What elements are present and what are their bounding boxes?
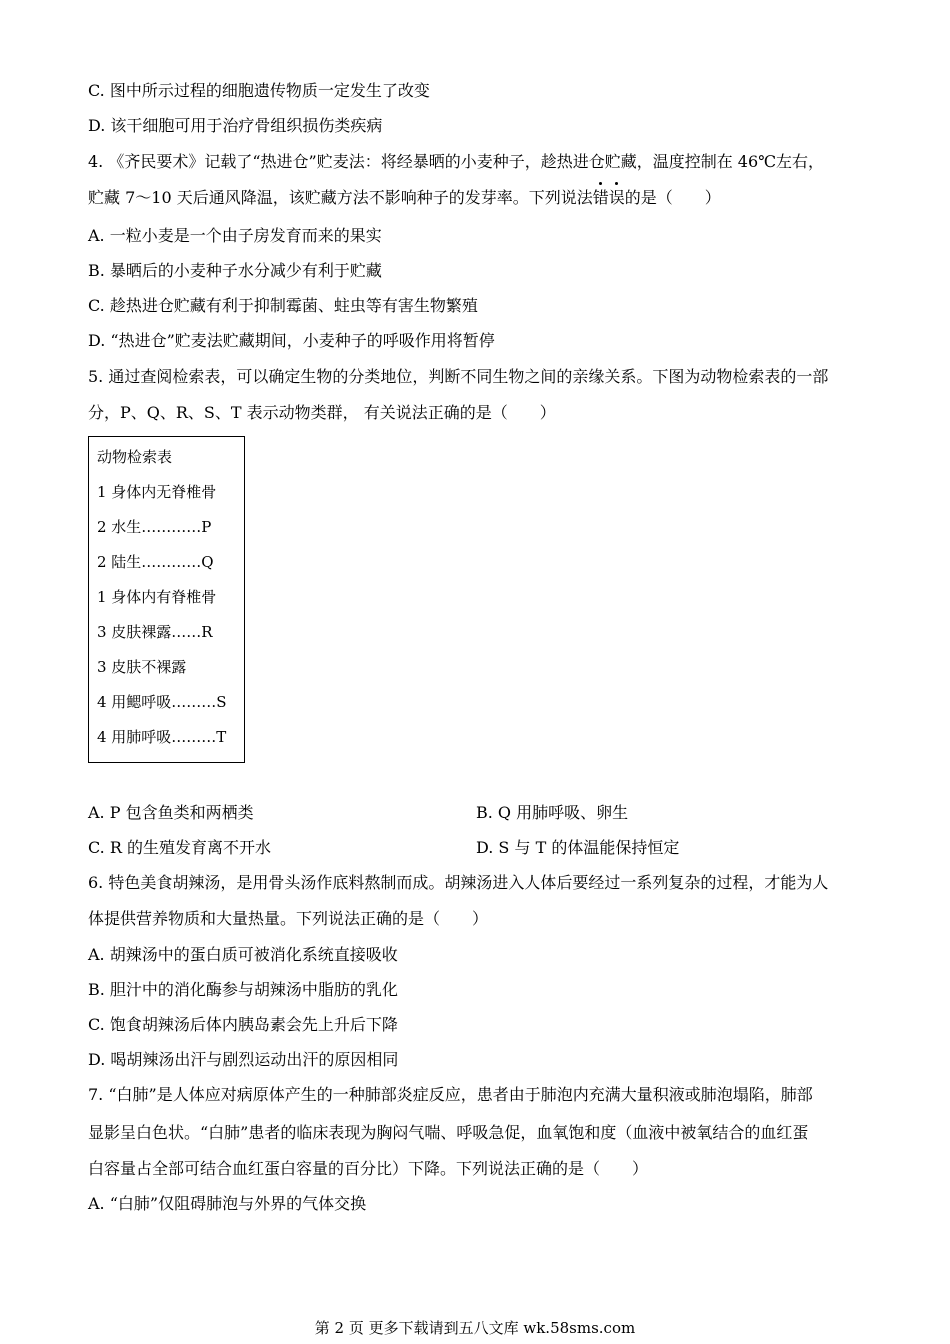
key-row: 1 身体内有脊椎骨 xyxy=(97,588,217,606)
animal-key-table xyxy=(88,436,245,763)
emphasis-char-1: 错 xyxy=(592,188,609,207)
q4-option-c: C. 趁热进仓贮藏有利于抑制霉菌、蛀虫等有害生物繁殖 xyxy=(88,296,478,315)
key-row: 2 陆生…………Q xyxy=(97,553,214,571)
key-table-title: 动物检索表 xyxy=(97,448,173,466)
q4-stem-pre: 贮藏 7～10 天后通风降温，该贮藏方法不影响种子的发芽率。下列说法 xyxy=(88,188,593,207)
q7-stem-line2: 显影呈白色状。“白肺”患者的临床表现为胸闷气喘、呼吸急促，血氧饱和度（血液中被氧结合的血红蛋 xyxy=(88,1123,809,1142)
key-row: 1 身体内无脊椎骨 xyxy=(97,483,217,501)
q3-option-c: C. 图中所示过程的细胞遗传物质一定发生了改变 xyxy=(88,81,430,100)
q6-option-d: D. 喝胡辣汤出汗与剧烈运动出汗的原因相同 xyxy=(88,1050,399,1069)
q6-stem-line2: 体提供营养物质和大量热量。下列说法正确的是（ ） xyxy=(88,909,489,928)
q3-option-d: D. 该干细胞可用于治疗骨组织损伤类疾病 xyxy=(88,116,383,135)
q4-stem-line2 xyxy=(88,188,721,208)
q5-option-a: A. P 包含鱼类和两栖类 xyxy=(88,803,254,822)
q4-stem-line1: 4. 《齐民要术》记载了“热进仓”贮麦法：将经暴晒的小麦种子，趁热进仓贮藏，温度控制在 46℃左右， xyxy=(88,152,825,171)
emphasis-char-2: 误 xyxy=(608,188,625,207)
q7-option-a: A. “白肺”仅阻碍肺泡与外界的气体交换 xyxy=(88,1194,367,1213)
q4-option-d: D. “热进仓”贮麦法贮藏期间，小麦种子的呼吸作用将暂停 xyxy=(88,331,495,350)
key-row: 4 用肺呼吸………T xyxy=(97,728,227,746)
q5-option-c: C. R 的生殖发育离不开水 xyxy=(88,838,271,857)
q4-option-b: B. 暴晒后的小麦种子水分减少有利于贮藏 xyxy=(88,261,382,280)
q6-option-c: C. 饱食胡辣汤后体内胰岛素会先上升后下降 xyxy=(88,1015,398,1034)
q7-stem-line3: 白容量占全部可结合血红蛋白容量的百分比）下降。下列说法正确的是（ ） xyxy=(88,1159,649,1178)
q6-option-a: A. 胡辣汤中的蛋白质可被消化系统直接吸收 xyxy=(88,945,398,964)
page-footer: 第 2 页 更多下载请到五八文库 wk.58sms.com xyxy=(314,1319,636,1337)
q7-stem-line1: 7. “白肺”是人体应对病原体产生的一种肺部炎症反应，患者由于肺泡内充满大量积液或肺泡塌陷，肺部 xyxy=(88,1085,813,1104)
q6-stem-line1: 6. 特色美食胡辣汤，是用骨头汤作底料熬制而成。胡辣汤进入人体后要经过一系列复杂的过程，才能为人 xyxy=(88,873,829,892)
q5-stem-line2: 分，P、Q、R、S、T 表示动物类群， 有关说法正确的是（ ） xyxy=(88,403,556,422)
q4-option-a: A. 一粒小麦是一个由子房发育而来的果实 xyxy=(88,226,382,245)
key-row: 3 皮肤不裸露 xyxy=(97,658,187,676)
q5-stem-line1: 5. 通过查阅检索表，可以确定生物的分类地位，判断不同生物之间的亲缘关系。下图为动物检索表的一部 xyxy=(88,367,829,386)
q4-stem-post: 的是（ ） xyxy=(624,188,721,207)
key-row: 2 水生…………P xyxy=(97,518,212,536)
key-row: 4 用鳃呼吸………S xyxy=(97,693,227,711)
q5-option-b: B. Q 用肺呼吸、卵生 xyxy=(476,803,629,822)
q6-option-b: B. 胆汁中的消化酶参与胡辣汤中脂肪的乳化 xyxy=(88,980,398,999)
key-row: 3 皮肤裸露……R xyxy=(97,623,213,641)
q5-option-d: D. S 与 T 的体温能保持恒定 xyxy=(476,838,680,857)
